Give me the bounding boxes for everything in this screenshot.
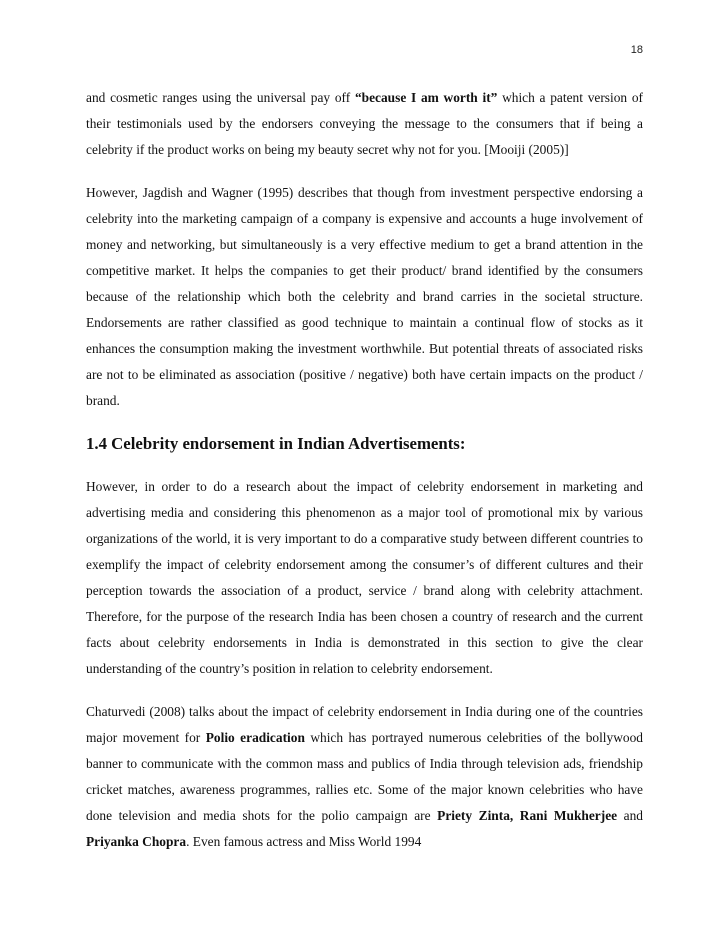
document-body [86, 85, 643, 855]
paragraph-jagdish-wagner: However, Jagdish and Wagner (1995) describes that though from investment perspective endorsing a celebrity into the marketing campaign of a company is expensive and accounts a huge involvement of money and networking, but simultaneously is a very effective medium to get a brand attention in the competitive market. It helps the companies to get their product/ brand identified by the consumers because of the relationship which both the celebrity and brand carries in the societal structure. Endorsements are rather classified as good technique to maintain a continual flow of stocks as it enhances the consumption making the investment worthwhile. But potential threats of associated risks are not to be eliminated as association (positive / negative) both have certain impacts on the product / brand. [86, 185, 643, 408]
paragraph-gap [86, 163, 643, 180]
polio-eradication-term: Polio eradication [205, 730, 305, 745]
paragraph-gap [86, 457, 643, 474]
paragraph-intro [86, 85, 643, 163]
paragraph-chaturvedi-text-4: . Even famous actress and Miss World 1994 [186, 834, 422, 849]
paragraph-chaturvedi-text-2: which has portrayed numerous celebrities of the bollywood banner to communicate with the common mass and publics of India through television ads, friendship cricket matches, awareness programmes, rallies etc. Some of the major known celebrities who have done television and media shots for the polio campaign are [86, 730, 643, 823]
page-number: 18 [630, 44, 643, 56]
paragraph-chaturvedi [86, 699, 643, 855]
paragraph-comparative-study: However, in order to do a research about the impact of celebrity endorsement in marketing and advertising media and considering this phenomenon as a major tool of promotional mix by various organizations of the world, it is very important to do a comparative study between different countries to exemplify the impact of celebrity endorsement among the consumer’s of different cultures and their perception towards the association of a product, service / brand along with celebrity attachment. Therefore, for the purpose of the research India has been chosen a country of research and the current facts about celebrity endorsements in India is demonstrated in this section to give the clear understanding of the country’s position in relation to celebrity endorsement. [86, 479, 643, 676]
paragraph-chaturvedi-text-1: Chaturvedi (2008) talks about the impact of celebrity endorsement in India during one of the countries major movement for [86, 704, 643, 745]
paragraph-gap [86, 414, 643, 431]
section-heading: 1.4 Celebrity endorsement in Indian Advertisements: [86, 434, 466, 453]
paragraph-intro-text-2: which a patent version of their testimonials used by the endorsers conveying the message to the consumers that if being a celebrity if the product works on being my beauty secret why not for you. [Mooiji (2005)] [86, 90, 643, 157]
slogan-quote: “because I am worth it” [354, 90, 498, 105]
paragraph-gap [86, 682, 643, 699]
celebrity-name-priyanka: Priyanka Chopra [86, 834, 187, 849]
paragraph-intro-text-1: and cosmetic ranges using the universal pay off [86, 90, 355, 105]
paragraph-chaturvedi-text-3: and [617, 808, 643, 823]
celebrity-names: Priety Zinta, Rani Mukherjee [437, 808, 618, 823]
